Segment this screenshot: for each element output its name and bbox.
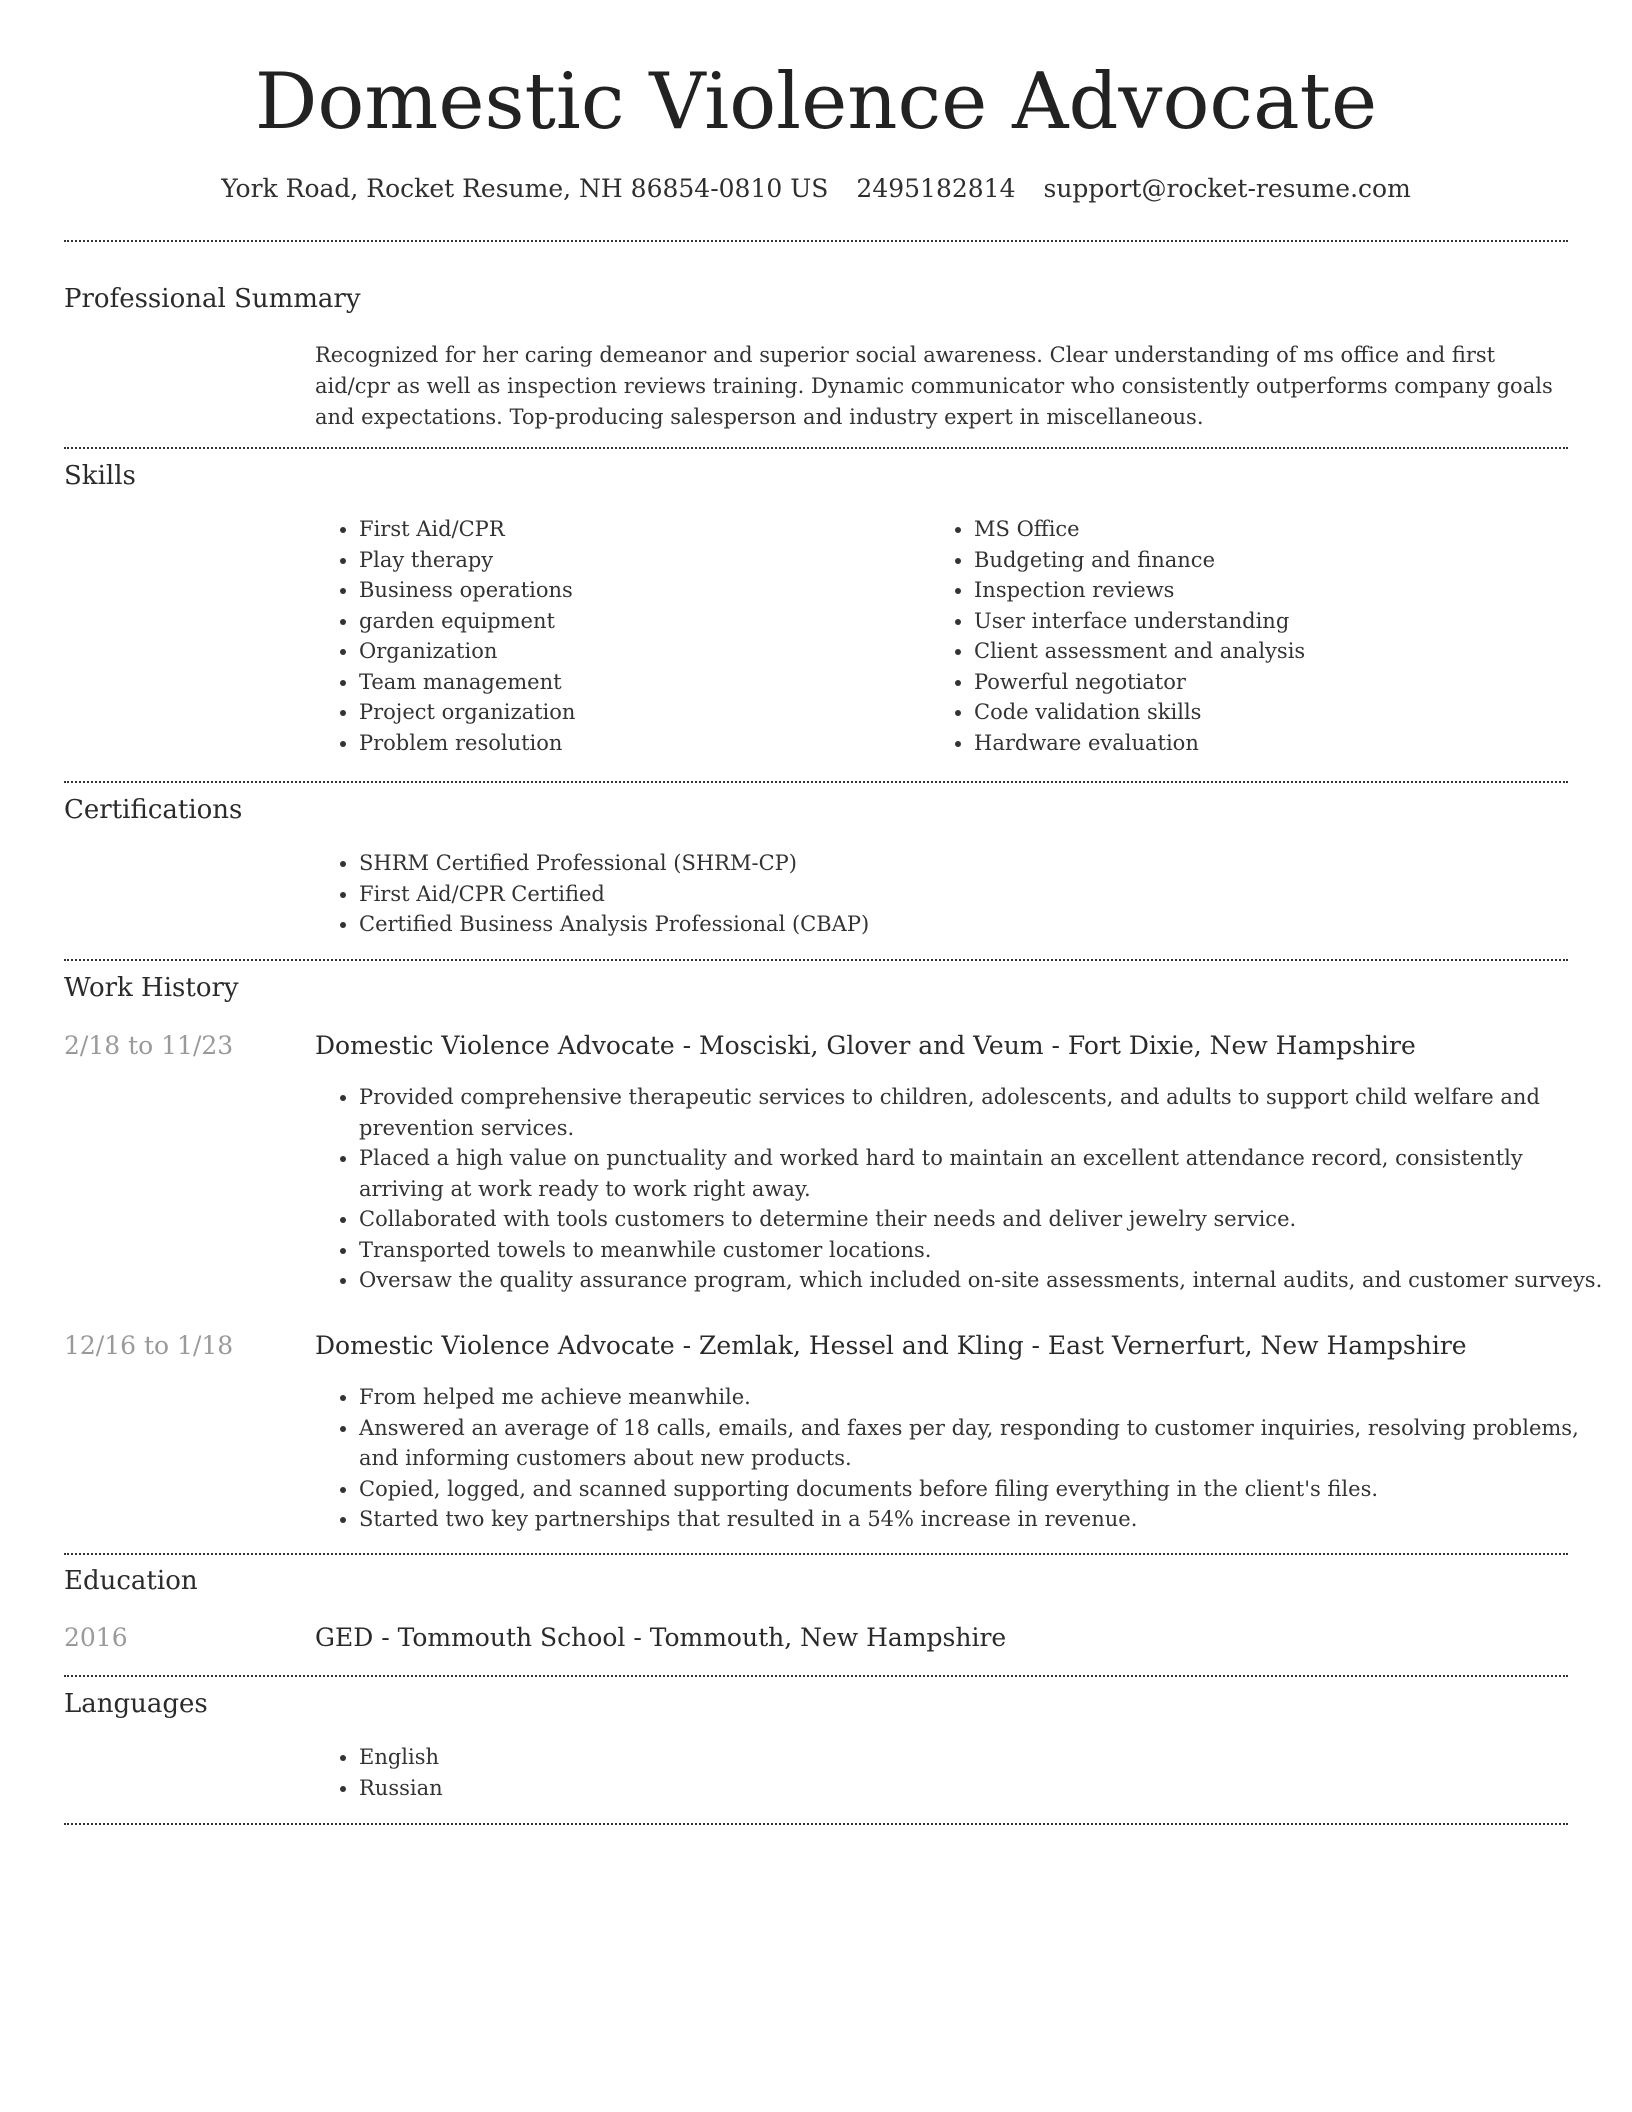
contact-line — [0, 171, 1632, 207]
list-item: • Hardware evaluation — [974, 728, 1574, 759]
section-title-skills: Skills — [64, 461, 136, 491]
section-divider — [64, 240, 1568, 242]
list-item: • User interface understanding — [974, 606, 1574, 637]
section-divider — [64, 1823, 1568, 1825]
list-item: • Started two key partnerships that resulted in a 54% increase in revenue. — [359, 1504, 1604, 1535]
job-bullets — [315, 1082, 1604, 1296]
job-dates: 12/16 to 1/18 — [64, 1331, 234, 1360]
skills-list-right — [930, 514, 1574, 758]
list-item: • Copied, logged, and scanned supporting documents before filing everything in the client's files. — [359, 1474, 1604, 1505]
job-bullets — [315, 1382, 1604, 1535]
list-item: • Business operations — [359, 575, 919, 606]
section-divider — [64, 447, 1568, 449]
education-year: 2016 — [64, 1623, 128, 1652]
list-item: • Placed a high value on punctuality and worked hard to maintain an excellent attendance record, consistently arriving at work ready to work right away. — [359, 1143, 1604, 1204]
list-item: • Budgeting and finance — [974, 545, 1574, 576]
contact-phone: 2495182814 — [856, 174, 1016, 203]
list-item: • Provided comprehensive therapeutic services to children, adolescents, and adults to support child welfare and prevention services. — [359, 1082, 1604, 1143]
section-divider — [64, 959, 1568, 961]
certifications-list — [315, 848, 1599, 940]
section-title-certifications: Certifications — [64, 795, 243, 825]
section-divider — [64, 1675, 1568, 1677]
list-item: • From helped me achieve meanwhile. — [359, 1382, 1604, 1413]
summary-text: Recognized for her caring demeanor and superior social awareness. Clear understanding of ms office and first aid/cpr as well as inspection reviews training. Dynamic communicator who consistently outperforms company goals and expectations. Top-producing salesperson and industry expert in miscellaneous. — [315, 343, 1553, 429]
job-dates: 2/18 to 11/23 — [64, 1031, 234, 1060]
list-item: • Powerful negotiator — [974, 667, 1574, 698]
languages-list — [315, 1742, 959, 1803]
list-item: • Certified Business Analysis Professional (CBAP) — [359, 909, 1599, 940]
section-title-summary: Professional Summary — [64, 284, 361, 314]
list-item: • Team management — [359, 667, 919, 698]
section-title-languages: Languages — [64, 1689, 208, 1719]
list-item: • Collaborated with tools customers to determine their needs and deliver jewelry service. — [359, 1204, 1604, 1235]
contact-email[interactable]: support@rocket-resume.com — [1043, 174, 1411, 203]
list-item: • garden equipment — [359, 606, 919, 637]
list-item: • SHRM Certified Professional (SHRM-CP) — [359, 848, 1599, 879]
job-heading: Domestic Violence Advocate - Zemlak, Hessel and Kling - East Vernerfurt, New Hampshire — [315, 1331, 1467, 1360]
section-divider — [64, 781, 1568, 783]
list-item: • First Aid/CPR — [359, 514, 919, 545]
list-item: • Play therapy — [359, 545, 919, 576]
job-heading: Domestic Violence Advocate - Mosciski, Glover and Veum - Fort Dixie, New Hampshire — [315, 1031, 1416, 1060]
list-item: • MS Office — [974, 514, 1574, 545]
list-item: • First Aid/CPR Certified — [359, 879, 1599, 910]
candidate-name: Domestic Violence Advocate — [254, 57, 1378, 147]
section-title-work-history: Work History — [64, 973, 239, 1003]
list-item: • Project organization — [359, 697, 919, 728]
contact-address: York Road, Rocket Resume, NH 86854-0810 US — [221, 174, 829, 203]
list-item: • Inspection reviews — [974, 575, 1574, 606]
section-title-education: Education — [64, 1566, 198, 1596]
list-item: • Organization — [359, 636, 919, 667]
list-item: • Client assessment and analysis — [974, 636, 1574, 667]
list-item: • English — [359, 1742, 959, 1773]
list-item: • Transported towels to meanwhile customer locations. — [359, 1235, 1604, 1266]
list-item: • Oversaw the quality assurance program, which included on-site assessments, internal audits, and customer surveys. — [359, 1265, 1604, 1296]
skills-list-left — [315, 514, 919, 758]
list-item: • Russian — [359, 1773, 959, 1804]
list-item: • Code validation skills — [974, 697, 1574, 728]
list-item: • Answered an average of 18 calls, emails, and faxes per day, responding to customer inquiries, resolving problems, and informing customers about new products. — [359, 1413, 1604, 1474]
list-item: • Problem resolution — [359, 728, 919, 759]
education-heading: GED - Tommouth School - Tommouth, New Hampshire — [315, 1623, 1007, 1652]
section-divider — [64, 1553, 1568, 1555]
